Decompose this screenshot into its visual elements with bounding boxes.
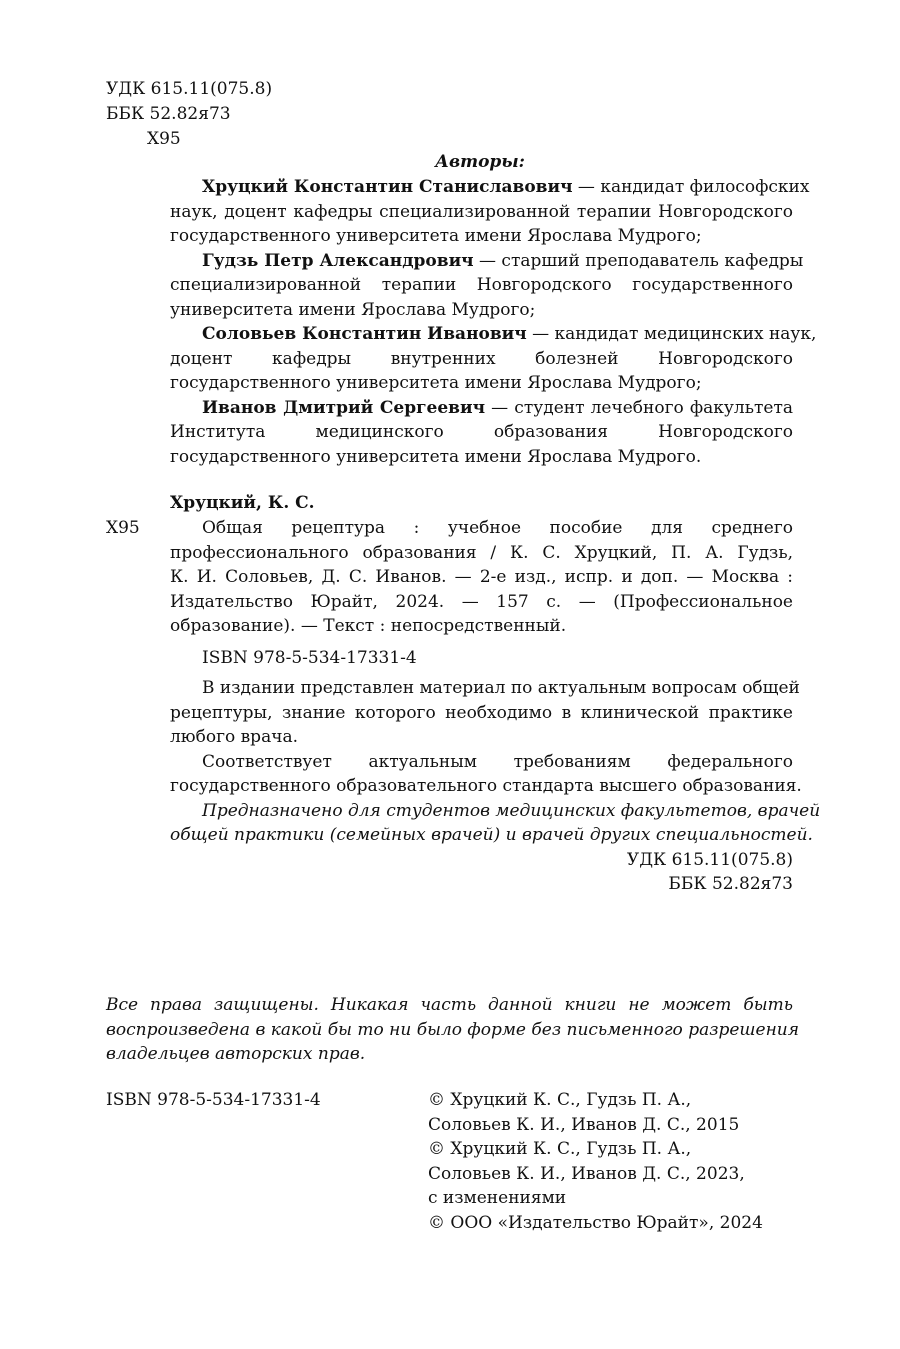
author-text: государственного университета имени Ярослава Мудрого; <box>170 373 702 393</box>
annotation-line: Предназначено для студентов медицинских факультетов, врачей <box>202 800 821 821</box>
copyright-line: с изменениями <box>428 1188 567 1208</box>
citation-line: профессионального образования / К. С. Хруцкий, П. А. Гудзь, <box>170 542 793 563</box>
copyright-line: Соловьев К. И., Иванов Д. С., 2015 <box>428 1114 740 1135</box>
citation-line: образование). — Текст : непосредственный. <box>170 616 567 636</box>
author-text: — студент лечебного факультета <box>485 397 793 418</box>
annotation-line: рецептуры, знание которого необходимо в клинической практике <box>170 702 793 723</box>
rights-line: владельцев авторских прав. <box>106 1044 366 1064</box>
author-entry <box>170 322 817 396</box>
author-text: специализированной терапии Новгородского государственного <box>170 275 793 295</box>
citation-body <box>170 516 793 639</box>
citation-line: Издательство Юрайт, 2024. — 157 с. — (Профессиональное <box>170 591 793 612</box>
copyright-line: Соловьев К. И., Иванов Д. С., 2023, <box>428 1163 745 1184</box>
copyright-line: © Хруцкий К. С., Гудзь П. А., <box>428 1139 692 1159</box>
author-text: — кандидат философских <box>572 177 810 197</box>
annotation-line: общей практики (семейных врачей) и врачей других специальностей. <box>170 825 813 845</box>
authors-heading: Авторы: <box>435 152 525 172</box>
author-entry <box>170 396 793 470</box>
author-entry <box>170 175 810 249</box>
citation-mark: Х95 <box>106 518 140 538</box>
header-bbk: ББК 52.82я73 <box>106 104 231 124</box>
author-name: Гудзь Петр Александрович <box>202 250 474 271</box>
author-name: Соловьев Константин Иванович <box>202 324 527 344</box>
copyright-block <box>428 1088 763 1235</box>
author-text: — кандидат медицинских наук, <box>526 324 817 344</box>
annotation <box>170 676 821 897</box>
copyright-line: © Хруцкий К. С., Гудзь П. А., <box>428 1090 692 1110</box>
citation-isbn: ISBN 978-5-534-17331-4 <box>202 648 417 668</box>
author-text: — старший преподаватель кафедры <box>473 250 804 271</box>
annotation-line: Соответствует актуальным требованиям федерального <box>202 751 793 772</box>
annotation-bbk: ББК 52.82я73 <box>668 874 793 894</box>
copyright-line: © ООО «Издательство Юрайт», 2024 <box>428 1212 763 1233</box>
author-entry <box>170 249 804 323</box>
citation-line: К. И. Соловьев, Д. С. Иванов. — 2-е изд., испр. и доп. — Москва : <box>170 567 793 587</box>
annotation-line: любого врача. <box>170 727 298 747</box>
author-text: государственного университета имени Ярослава Мудрого; <box>170 226 702 246</box>
author-name: Иванов Дмитрий Сергеевич <box>202 397 486 418</box>
header-udk: УДК 615.11(075.8) <box>106 79 273 99</box>
author-text: университета имени Ярослава Мудрого; <box>170 299 536 320</box>
author-text: наук, доцент кафедры специализированной терапии Новгородского <box>170 201 793 222</box>
author-text: государственного университета имени Ярослава Мудрого. <box>170 446 702 467</box>
citation-line: Общая рецептура : учебное пособие для среднего <box>202 518 793 538</box>
citation-main-author: Хруцкий, К. С. <box>170 493 315 513</box>
rights-line: воспроизведена в какой бы то ни было форме без письменного разрешения <box>106 1019 799 1040</box>
author-text: Института медицинского образования Новгородского <box>170 422 793 442</box>
rights-notice <box>106 993 799 1067</box>
footer-isbn: ISBN 978-5-534-17331-4 <box>106 1090 321 1110</box>
annotation-udk: УДК 615.11(075.8) <box>626 849 793 870</box>
author-text: доцент кафедры внутренних болезней Новгородского <box>170 348 793 369</box>
authors-list <box>170 175 817 469</box>
author-name: Хруцкий Константин Станиславович <box>202 177 573 197</box>
annotation-line: государственного образовательного стандарта высшего образования. <box>170 776 802 796</box>
rights-line: Все права защищены. Никакая часть данной книги не может быть <box>106 995 793 1015</box>
header-author-mark: Х95 <box>147 129 181 149</box>
annotation-line: В издании представлен материал по актуальным вопросам общей <box>202 678 800 698</box>
